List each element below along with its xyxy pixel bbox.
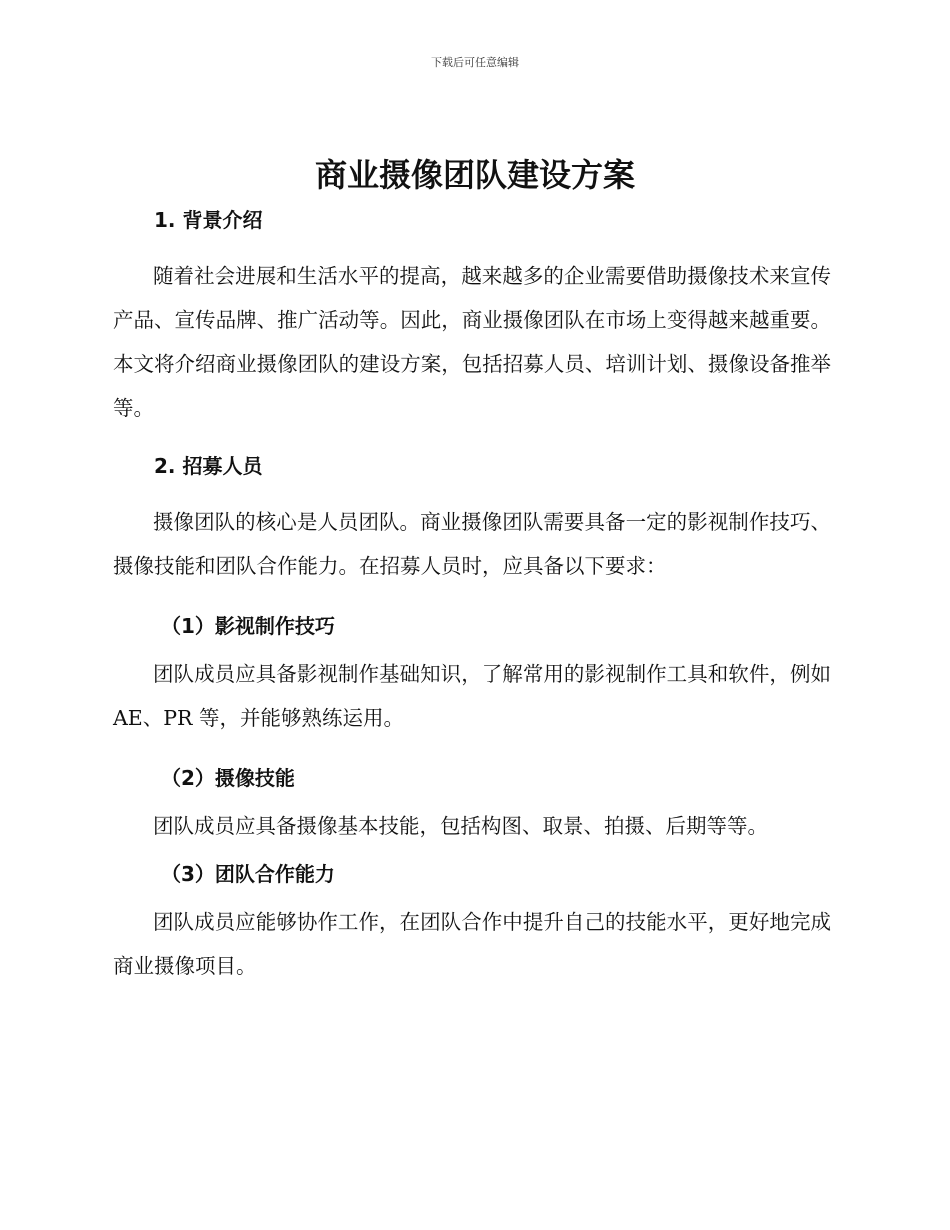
document-body bbox=[113, 204, 831, 988]
paragraph-film-skills: 团队成员应具备影视制作基础知识，了解常用的影视制作工具和软件，例如 AE、PR 等，并能够熟练运用。 bbox=[113, 662, 831, 730]
subheading-camera-skills: （2）摄像技能 bbox=[161, 766, 295, 790]
header-note: 下载后可任意编辑 bbox=[431, 56, 519, 69]
document-title: 商业摄像团队建设方案 bbox=[314, 156, 635, 194]
subheading-teamwork: （3）团队合作能力 bbox=[161, 862, 335, 886]
subheading-film-skills: （1）影视制作技巧 bbox=[161, 614, 335, 638]
paragraph-teamwork: 团队成员应能够协作工作，在团队合作中提升自己的技能水平，更好地完成商业摄像项目。 bbox=[113, 910, 831, 978]
section-heading-recruitment: 2. 招募人员 bbox=[154, 454, 263, 478]
section-heading-background: 1. 背景介绍 bbox=[154, 208, 263, 232]
paragraph-camera-skills: 团队成员应具备摄像基本技能，包括构图、取景、拍摄、后期等等。 bbox=[153, 814, 768, 838]
paragraph-recruitment: 摄像团队的核心是人员团队。商业摄像团队需要具备一定的影视制作技巧、摄像技能和团队合作能力。在招募人员时，应具备以下要求： bbox=[113, 510, 831, 578]
paragraph-background: 随着社会进展和生活水平的提高，越来越多的企业需要借助摄像技术来宣传产品、宣传品牌、推广活动等。因此，商业摄像团队在市场上变得越来越重要。本文将介绍商业摄像团队的建设方案，包括招募人员、培训计划、摄像设备推举等。 bbox=[113, 264, 831, 420]
